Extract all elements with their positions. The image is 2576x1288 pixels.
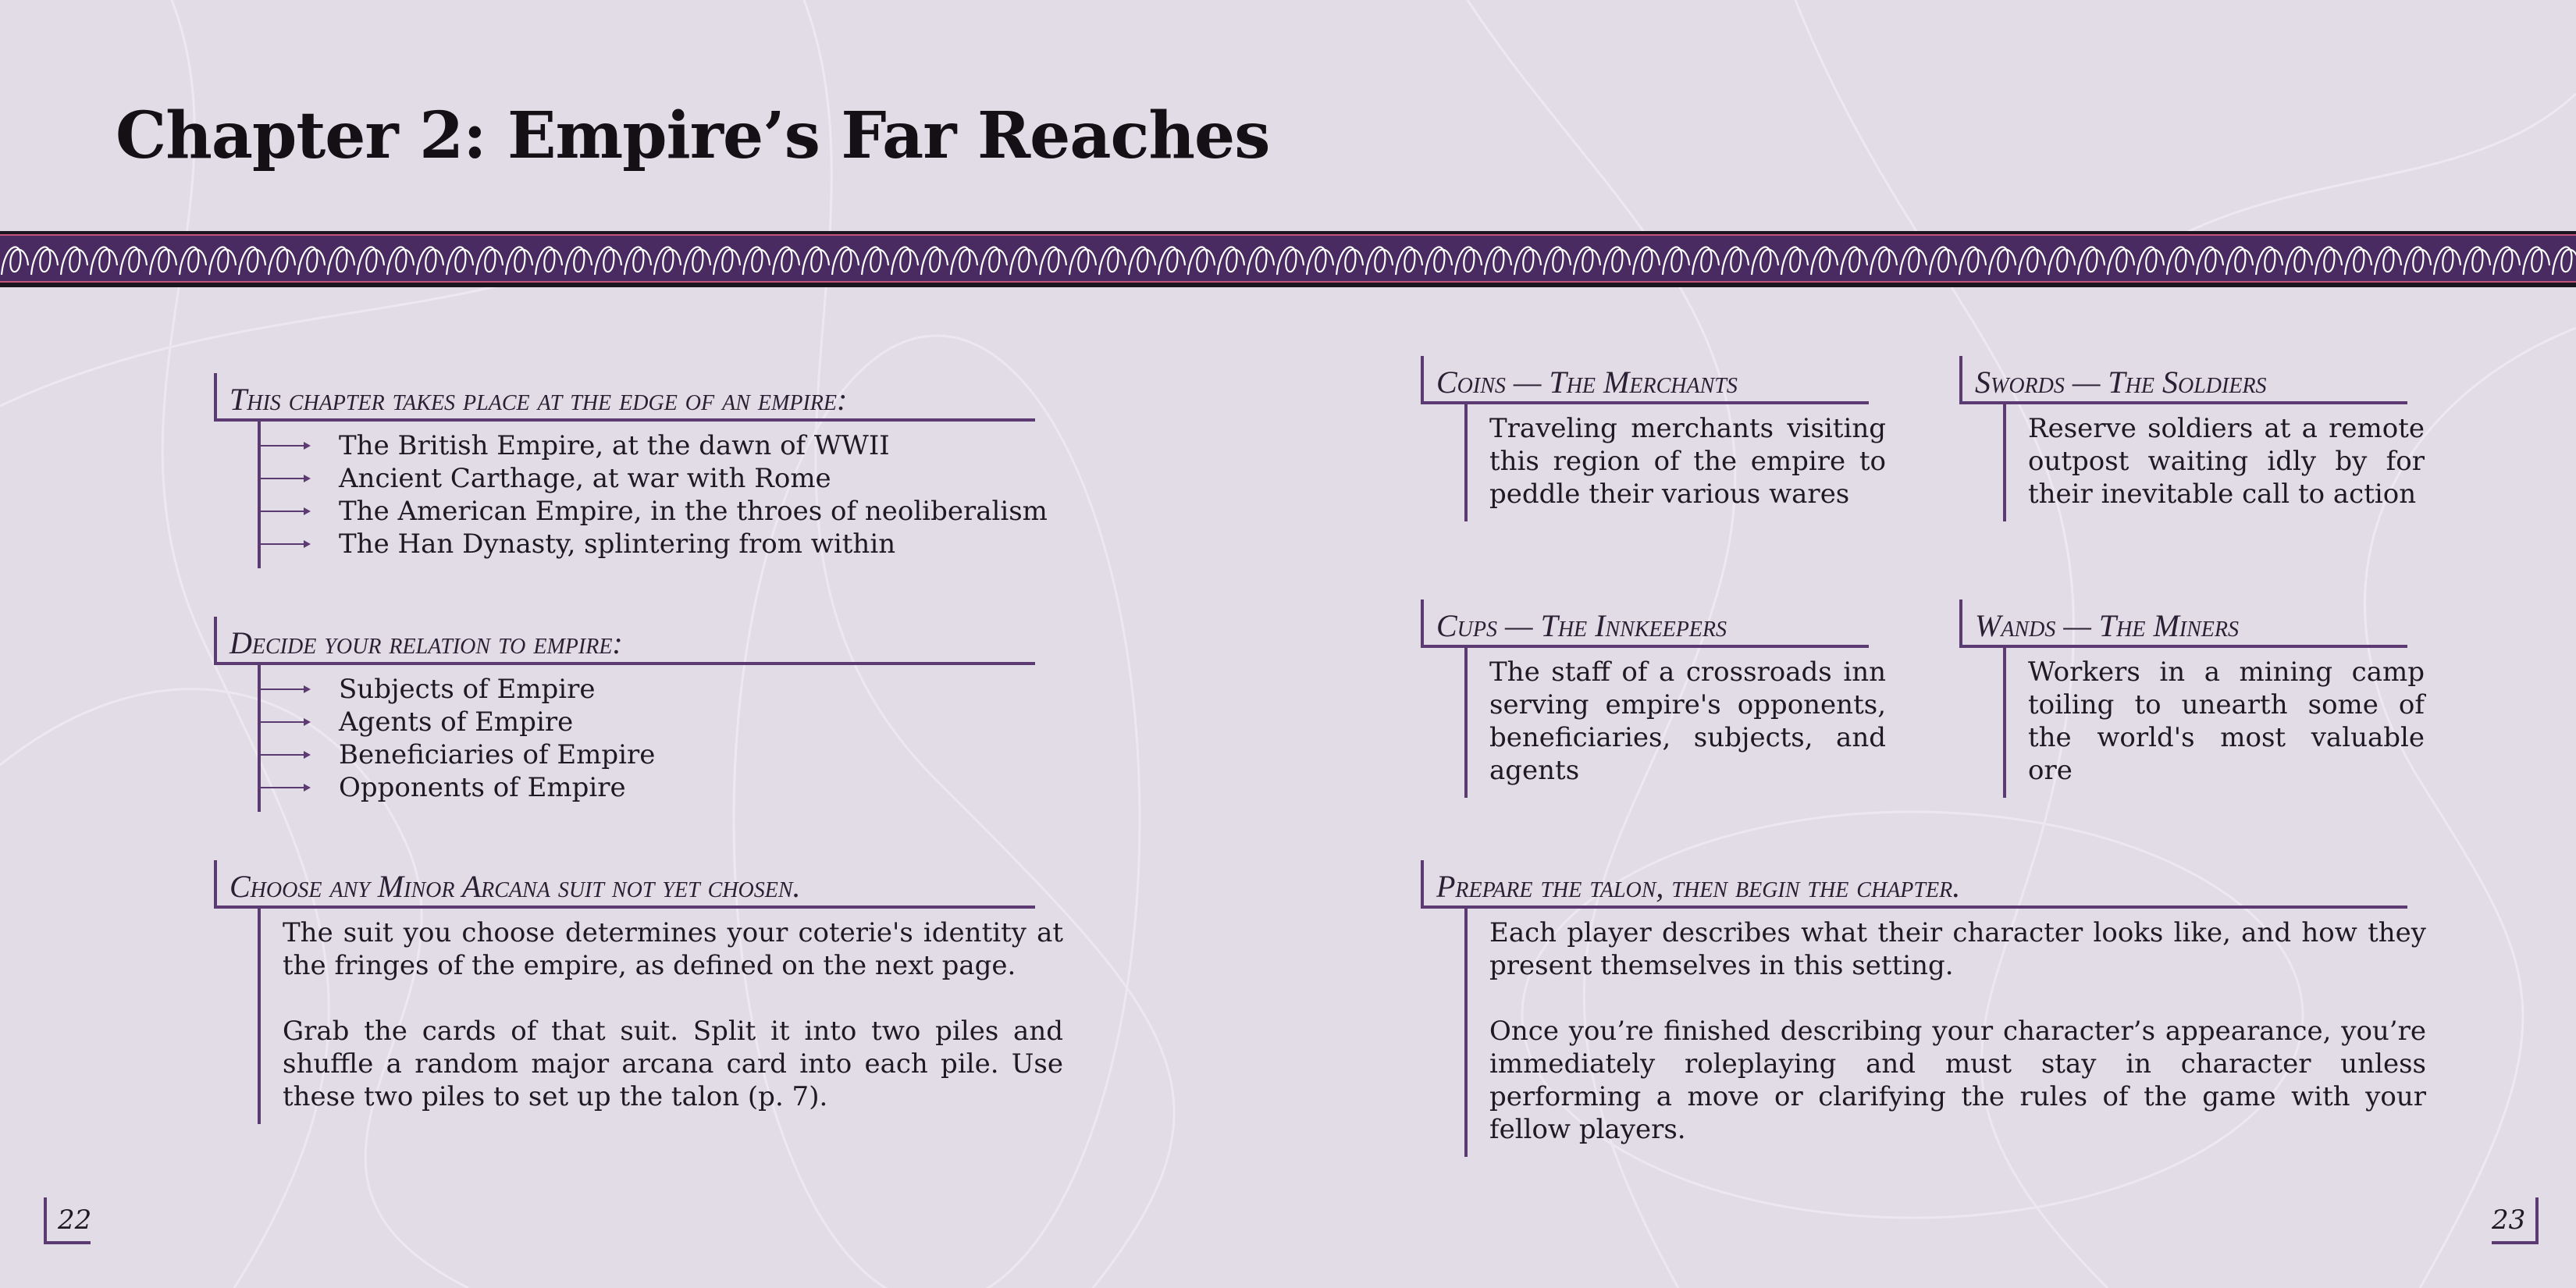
suit-body xyxy=(258,909,1063,1124)
relation-list xyxy=(258,665,1035,812)
list-item: Beneficiaries of Empire xyxy=(261,738,1035,771)
arrow-icon xyxy=(261,688,309,690)
setting-heading: This chapter takes place at the edge of an empire: xyxy=(214,373,1035,422)
chapter-title: Chapter 2: Empire’s Far Reaches xyxy=(116,98,1270,173)
list-item: The American Empire, in the throes of neoliberalism xyxy=(261,495,1035,528)
setting-list xyxy=(258,422,1048,568)
list-item: Opponents of Empire xyxy=(261,771,1035,804)
coins-text: Traveling merchants visiting this region of the empire to peddle their various wares xyxy=(1489,413,1886,510)
page-number-right: 23 xyxy=(2492,1197,2539,1244)
talon-paragraph: Once you’re finished describing your character’s appearance, you’re immediately roleplaying and must stay in character unless performing a move or clarifying the rules of the game with your fellow players. xyxy=(1489,1016,2426,1145)
suit-paragraph: Grab the cards of that suit. Split it into two piles and shuffle a random major arcana card into each pile. Use these two piles to set up the talon (p. 7). xyxy=(283,1016,1063,1112)
setting-section xyxy=(214,373,1048,568)
swords-text: Reserve soldiers at a remote outpost waiting idly by for their inevitable call to action xyxy=(2028,413,2425,510)
list-item: Agents of Empire xyxy=(261,706,1035,738)
swords-section xyxy=(1959,356,2425,521)
coins-heading: Coins — The Merchants xyxy=(1421,356,1869,404)
relation-section xyxy=(214,617,1035,812)
list-item: Ancient Carthage, at war with Rome xyxy=(261,462,1035,495)
arrow-icon xyxy=(261,478,309,479)
talon-paragraph: Each player describes what their character looks like, and how they present themselves in this setting. xyxy=(1489,917,2426,981)
talon-section xyxy=(1421,860,2426,1157)
list-item: The Han Dynasty, splintering from within xyxy=(261,528,1035,560)
arrow-icon xyxy=(261,721,309,723)
list-item: The British Empire, at the dawn of WWII xyxy=(261,429,1035,462)
relation-heading: Decide your relation to empire: xyxy=(214,617,1035,665)
wands-section xyxy=(1959,600,2425,798)
arrow-icon xyxy=(261,787,309,788)
page-number-left: 22 xyxy=(44,1197,91,1244)
list-item: Subjects of Empire xyxy=(261,673,1035,706)
talon-heading: Prepare the talon, then begin the chapter. xyxy=(1421,860,2407,909)
wands-heading: Wands — The Miners xyxy=(1959,600,2407,648)
swords-heading: Swords — The Soldiers xyxy=(1959,356,2407,404)
coins-body xyxy=(1464,404,1886,521)
decorative-band xyxy=(0,231,2576,287)
suit-section xyxy=(214,860,1063,1124)
suit-paragraph: The suit you choose determines your coterie's identity at the fringes of the empire, as defined on the next page. xyxy=(283,917,1063,981)
cups-body xyxy=(1464,648,1886,798)
coins-section xyxy=(1421,356,1886,521)
talon-body xyxy=(1464,909,2426,1157)
wands-text: Workers in a mining camp toiling to unearth some of the world's most valuable ore xyxy=(2028,656,2425,786)
arrow-icon xyxy=(261,445,309,447)
cups-section xyxy=(1421,600,1886,798)
wands-body xyxy=(2003,648,2425,798)
suit-heading: Choose any Minor Arcana suit not yet chosen. xyxy=(214,860,1035,909)
swords-body xyxy=(2003,404,2425,521)
arrow-icon xyxy=(261,543,309,545)
cups-text: The staff of a crossroads inn serving empire's opponents, beneficiaries, subjects, and agents xyxy=(1489,656,1886,786)
arrow-icon xyxy=(261,754,309,756)
arrow-icon xyxy=(261,511,309,512)
cups-heading: Cups — The Innkeepers xyxy=(1421,600,1869,648)
